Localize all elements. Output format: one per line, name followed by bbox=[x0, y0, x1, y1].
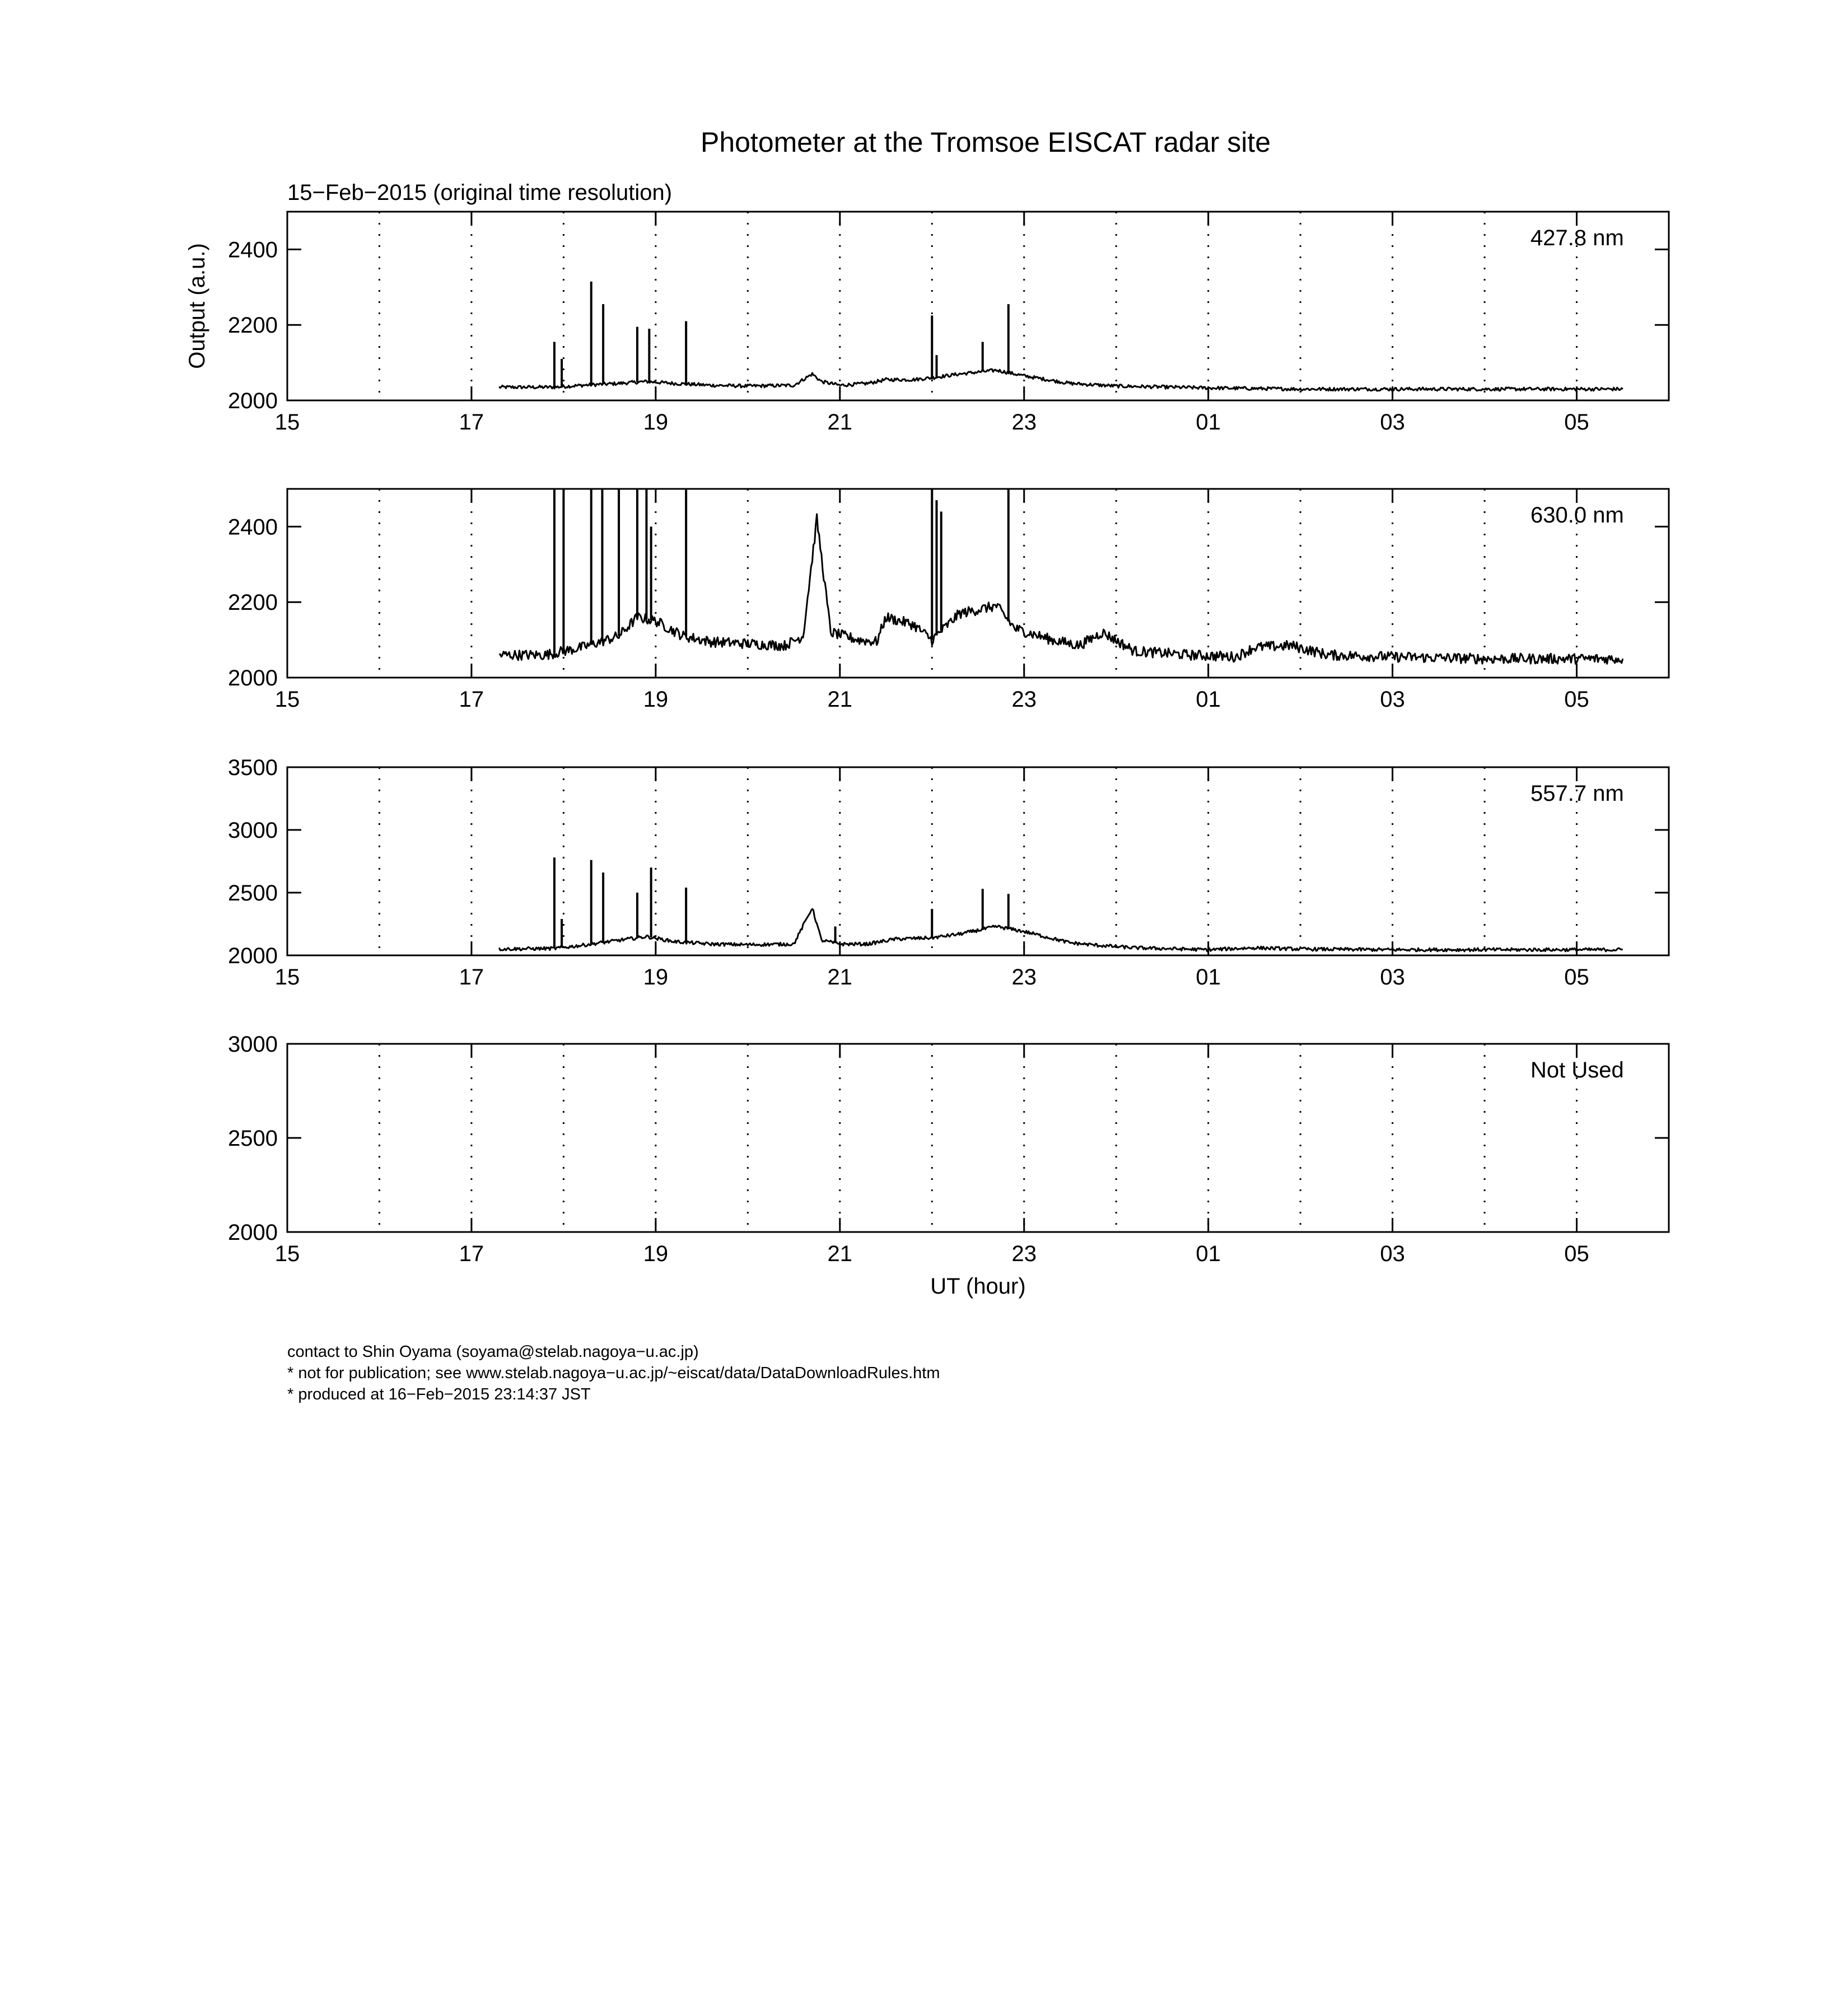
footer-produced-note: * produced at 16−Feb−2015 23:14:37 JST bbox=[287, 1385, 591, 1403]
footer-publication-note: * not for publication; see www.stelab.nagoya−u.ac.jp/~eiscat/data/DataDownloadRules.htm bbox=[287, 1364, 940, 1382]
x-tick-label: 19 bbox=[643, 965, 669, 990]
panels-group bbox=[185, 212, 1669, 1299]
panel-label: Not Used bbox=[1530, 1058, 1624, 1082]
y-tick-label: 2000 bbox=[228, 389, 278, 413]
x-tick-label: 05 bbox=[1564, 965, 1589, 990]
x-tick-label: 01 bbox=[1196, 410, 1221, 435]
y-tick-label: 2000 bbox=[228, 944, 278, 968]
x-tick-label: 19 bbox=[643, 687, 669, 712]
panel-4 bbox=[228, 1032, 1669, 1299]
axes-frame bbox=[287, 1044, 1669, 1232]
x-tick-label: 23 bbox=[1011, 410, 1037, 435]
footer-contact: contact to Shin Oyama (soyama@stelab.nagoya−u.ac.jp) bbox=[287, 1343, 699, 1361]
x-tick-label: 19 bbox=[643, 1242, 669, 1266]
x-tick-label: 19 bbox=[643, 410, 669, 435]
x-tick-label: 03 bbox=[1380, 1242, 1405, 1266]
x-tick-label: 15 bbox=[274, 1242, 300, 1266]
x-tick-label: 01 bbox=[1196, 1242, 1221, 1266]
panel-1 bbox=[185, 212, 1669, 435]
x-tick-label: 23 bbox=[1011, 687, 1037, 712]
panel-label: 630.0 nm bbox=[1530, 503, 1624, 528]
series-line bbox=[499, 369, 1623, 391]
x-tick-label: 23 bbox=[1011, 1242, 1037, 1266]
y-tick-label: 2400 bbox=[228, 515, 278, 540]
series-line bbox=[499, 909, 1623, 951]
axes-frame bbox=[287, 489, 1669, 678]
x-tick-label: 23 bbox=[1011, 965, 1037, 990]
panel-label: 427.8 nm bbox=[1530, 226, 1624, 250]
series-line bbox=[499, 514, 1623, 664]
x-tick-label: 17 bbox=[459, 1242, 484, 1266]
x-tick-label: 17 bbox=[459, 687, 484, 712]
y-tick-label: 3000 bbox=[228, 818, 278, 843]
x-tick-label: 05 bbox=[1564, 410, 1589, 435]
x-axis-label: UT (hour) bbox=[930, 1274, 1026, 1299]
y-axis-label: Output (a.u.) bbox=[185, 243, 209, 369]
axes-frame bbox=[287, 767, 1669, 955]
x-tick-label: 21 bbox=[827, 1242, 853, 1266]
y-tick-label: 2000 bbox=[228, 1220, 278, 1245]
x-tick-label: 05 bbox=[1564, 687, 1589, 712]
x-tick-label: 21 bbox=[827, 410, 853, 435]
y-tick-label: 2200 bbox=[228, 590, 278, 615]
x-tick-label: 21 bbox=[827, 687, 853, 712]
y-tick-label: 3000 bbox=[228, 1032, 278, 1057]
y-tick-label: 2200 bbox=[228, 313, 278, 338]
x-tick-label: 15 bbox=[274, 687, 300, 712]
y-tick-label: 2000 bbox=[228, 666, 278, 690]
x-tick-label: 01 bbox=[1196, 965, 1221, 990]
x-tick-label: 03 bbox=[1380, 965, 1405, 990]
y-tick-label: 2500 bbox=[228, 1126, 278, 1151]
x-tick-label: 15 bbox=[274, 965, 300, 990]
x-tick-label: 17 bbox=[459, 965, 484, 990]
figure-title: Photometer at the Tromsoe EISCAT radar site bbox=[700, 127, 1271, 158]
footer-notes bbox=[287, 1341, 940, 1405]
x-tick-label: 03 bbox=[1380, 687, 1405, 712]
x-tick-label: 01 bbox=[1196, 687, 1221, 712]
y-tick-label: 2500 bbox=[228, 881, 278, 906]
y-tick-label: 3500 bbox=[228, 755, 278, 780]
x-tick-label: 15 bbox=[274, 410, 300, 435]
panel-3 bbox=[228, 755, 1669, 990]
x-tick-label: 05 bbox=[1564, 1242, 1589, 1266]
y-tick-label: 2400 bbox=[228, 237, 278, 263]
x-tick-label: 17 bbox=[459, 410, 484, 435]
panel-label: 557.7 nm bbox=[1530, 781, 1624, 806]
x-tick-label: 03 bbox=[1380, 410, 1405, 435]
panel-2 bbox=[228, 489, 1669, 712]
figure-subtitle: 15−Feb−2015 (original time resolution) bbox=[287, 180, 673, 205]
x-tick-label: 21 bbox=[827, 965, 853, 990]
